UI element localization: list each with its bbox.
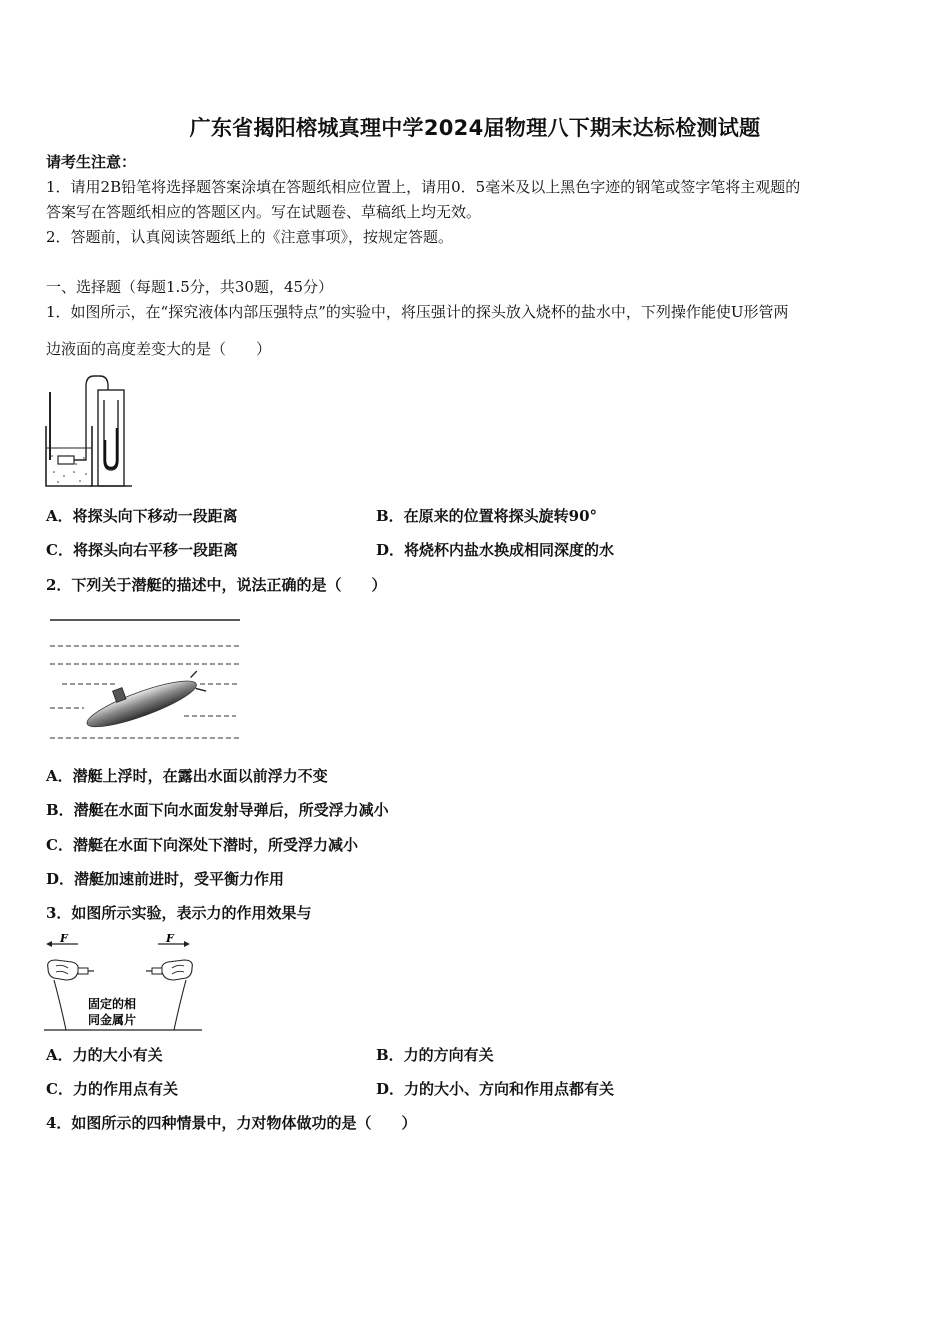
figure-label-line1: 固定的相 <box>88 997 137 1011</box>
metal-strip-figure <box>42 932 206 1032</box>
page-title: 广东省揭阳榕城真理中学2024届物理八下期末达标检测试题 <box>189 116 761 140</box>
q4-stem: 4．如图所示的四种情景中，力对物体做功的是（ ） <box>46 1114 417 1132</box>
section-heading: 一、选择题（每题1.5分，共30题，45分） <box>46 278 334 296</box>
q3-stem: 3．如图所示实验，表示力的作用效果与 <box>46 904 312 922</box>
notice-line-1b: 答案写在答题纸相应的答题区内。写在试题卷、草稿纸上均无效。 <box>46 203 482 221</box>
notice-line-2: 2．答题前，认真阅读答题纸上的《注意事项》，按规定答题。 <box>46 228 454 246</box>
q1-option-a: A．将探头向下移动一段距离 <box>46 507 238 525</box>
force-label-right: F <box>166 932 174 945</box>
q3-option-a: A．力的大小有关 <box>46 1046 163 1064</box>
q2-option-a: A．潜艇上浮时，在露出水面以前浮力不变 <box>46 767 328 785</box>
pressure-gauge-figure <box>42 372 142 492</box>
q1-stem-line2: 边液面的高度差变大的是（ ） <box>46 340 272 358</box>
submarine-figure <box>46 612 246 742</box>
q1-option-d: D．将烧杯内盐水换成相同深度的水 <box>376 541 615 559</box>
notice-heading: 请考生注意： <box>46 153 137 171</box>
q1-stem-line1: 1．如图所示，在“探究液体内部压强特点”的实验中，将压强计的探头放入烧杯的盐水中，下列操作能使U形管两 <box>46 303 789 321</box>
notice-line-1a: 1．请用2B铅笔将选择题答案涂填在答题纸相应位置上，请用0．5毫米及以上黑色字迹的钢笔或签字笔将主观题的 <box>46 178 801 196</box>
q2-option-c: C．潜艇在水面下向深处下潜时，所受浮力减小 <box>46 836 358 854</box>
figure-label-line2: 同金属片 <box>88 1013 137 1027</box>
q3-option-b: B．力的方向有关 <box>376 1046 494 1064</box>
q2-stem: 2．下列关于潜艇的描述中，说法正确的是（ ） <box>46 576 387 594</box>
q1-option-c: C．将探头向右平移一段距离 <box>46 541 238 559</box>
force-label-left: F <box>60 932 68 945</box>
q2-option-d: D．潜艇加速前进时，受平衡力作用 <box>46 870 285 888</box>
q1-option-b: B．在原来的位置将探头旋转90° <box>376 507 598 525</box>
q3-option-c: C．力的作用点有关 <box>46 1080 178 1098</box>
q3-option-d: D．力的大小、方向和作用点都有关 <box>376 1080 615 1098</box>
q2-option-b: B．潜艇在水面下向水面发射导弹后，所受浮力减小 <box>46 801 389 819</box>
